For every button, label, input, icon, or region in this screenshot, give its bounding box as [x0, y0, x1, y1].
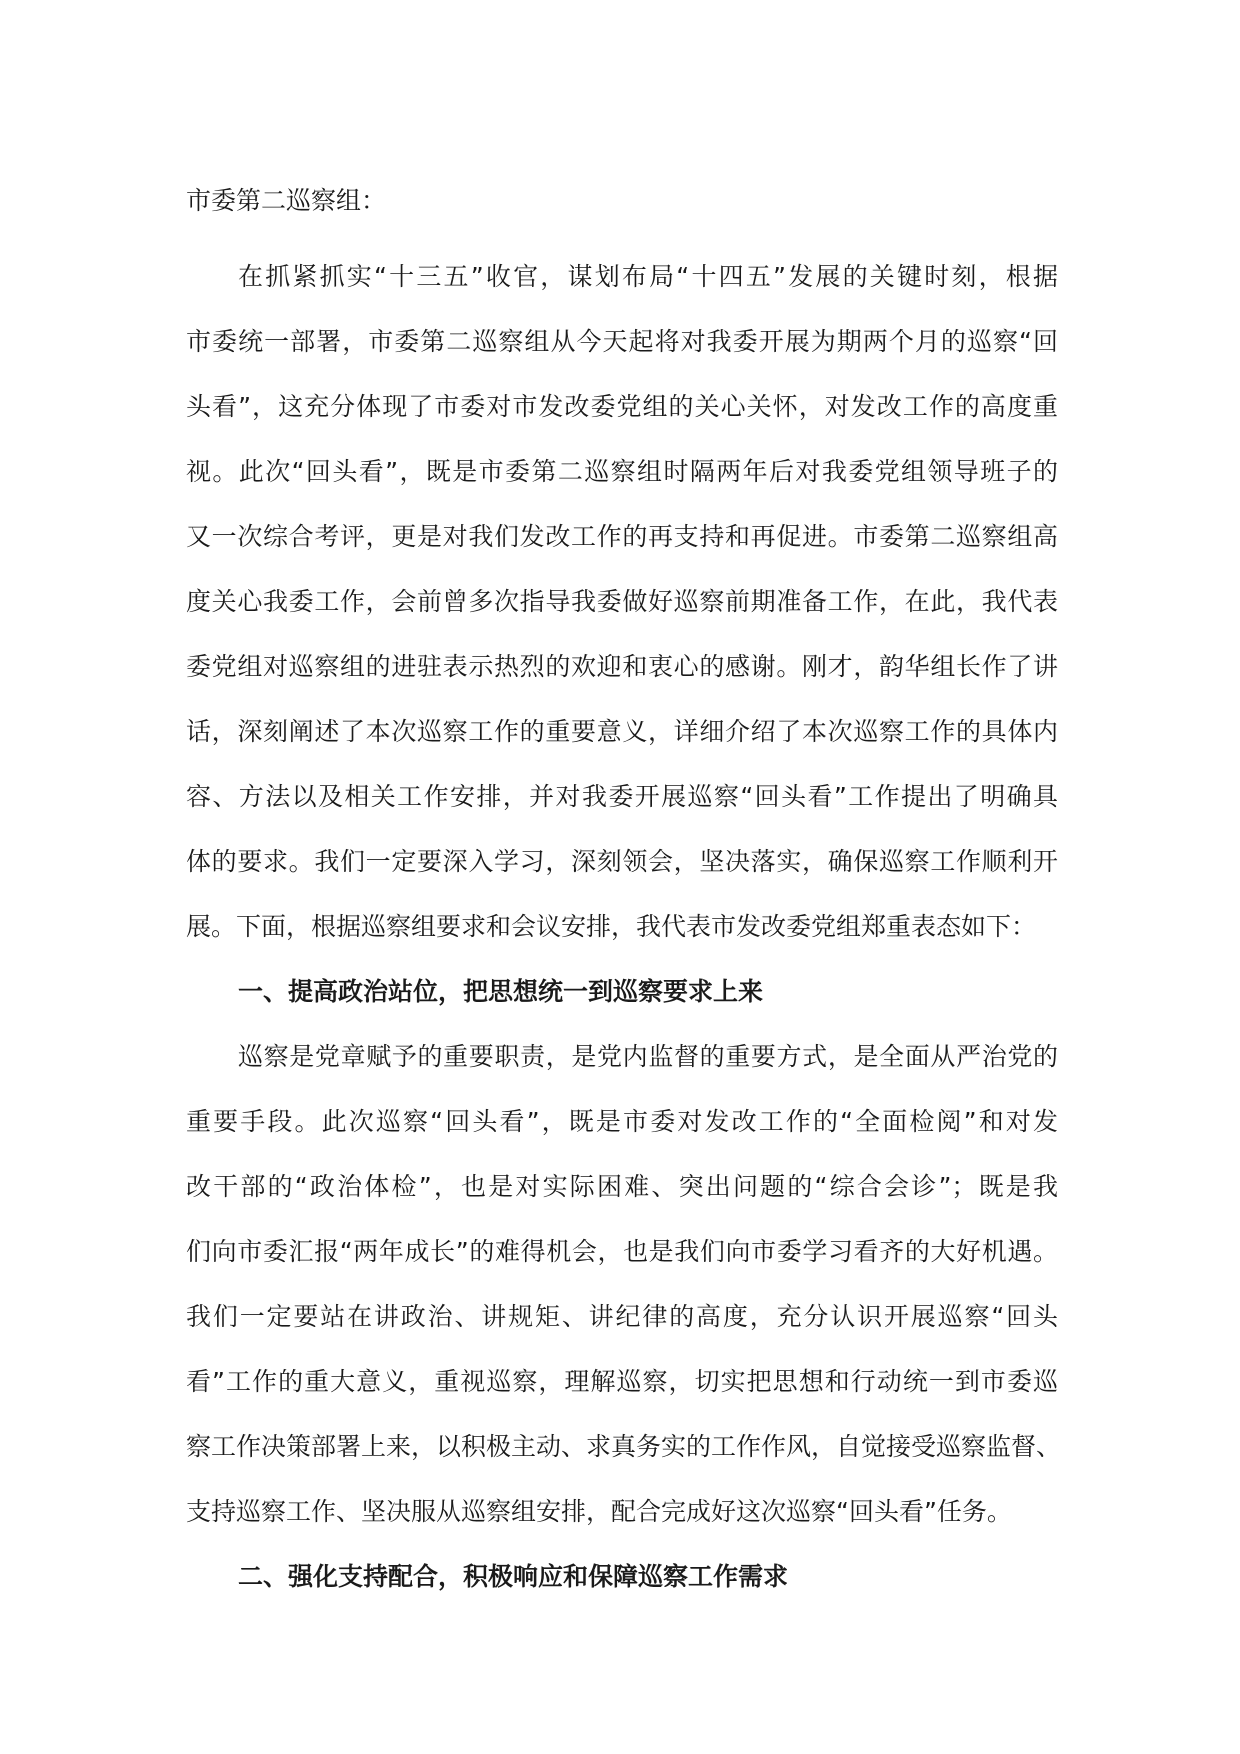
- paragraph-line: 巡察是党章赋予的重要职责，是党内监督的重要方式，是全面从严治党的: [238, 1042, 1058, 1071]
- paragraph-line: 容、方法以及相关工作安排，并对我委开展巡察“回头看”工作提出了明确具: [186, 782, 1058, 811]
- paragraph-line: 市委统一部署，市委第二巡察组从今天起将对我委开展为期两个月的巡察“回: [186, 327, 1058, 356]
- paragraph-line: 委党组对巡察组的进驻表示热烈的欢迎和衷心的感谢。刚才，韵华组长作了讲: [186, 652, 1058, 681]
- paragraph-line: 在抓紧抓实“十三五”收官，谋划布局“十四五”发展的关键时刻，根据: [238, 262, 1058, 291]
- paragraph-line: 支持巡察工作、坚决服从巡察组安排，配合完成好这次巡察“回头看”任务。: [186, 1497, 1012, 1526]
- paragraph-line: 话，深刻阐述了本次巡察工作的重要意义，详细介绍了本次巡察工作的具体内: [186, 717, 1058, 746]
- paragraph-line: 看”工作的重大意义，重视巡察，理解巡察，切实把思想和行动统一到市委巡: [186, 1367, 1058, 1396]
- paragraph-line: 察工作决策部署上来，以积极主动、求真务实的工作作风，自觉接受巡察监督、: [186, 1432, 1062, 1461]
- salutation: 市委第二巡察组：: [186, 186, 387, 215]
- paragraph-line: 我们一定要站在讲政治、讲规矩、讲纪律的高度，充分认识开展巡察“回头: [186, 1302, 1058, 1331]
- paragraph-line: 们向市委汇报“两年成长”的难得机会，也是我们向市委学习看齐的大好机遇。: [186, 1237, 1058, 1266]
- section-heading-2: 二、强化支持配合，积极响应和保障巡察工作需求: [238, 1562, 789, 1591]
- paragraph-line: 又一次综合考评，更是对我们发改工作的再支持和再促进。市委第二巡察组高: [186, 522, 1058, 551]
- paragraph-line: 视。此次“回头看”，既是市委第二巡察组时隔两年后对我委党组领导班子的: [186, 457, 1058, 486]
- paragraph-line: 度关心我委工作，会前曾多次指导我委做好巡察前期准备工作，在此，我代表: [186, 587, 1058, 616]
- paragraph-line: 体的要求。我们一定要深入学习，深刻领会，坚决落实，确保巡察工作顺利开: [186, 847, 1058, 876]
- spacer: [186, 233, 1058, 244]
- paragraph-intro: [186, 244, 1058, 959]
- document-body: [186, 168, 1062, 1609]
- paragraph-line: 改干部的“政治体检”，也是对实际困难、突出问题的“综合会诊”；既是我: [186, 1172, 1058, 1201]
- paragraph-line: 展。下面，根据巡察组要求和会议安排，我代表市发改委党组郑重表态如下：: [186, 912, 1037, 941]
- section-heading-1: 一、提高政治站位，把思想统一到巡察要求上来: [238, 977, 764, 1006]
- paragraph-line: 重要手段。此次巡察“回头看”，既是市委对发改工作的“全面检阅”和对发: [186, 1107, 1058, 1136]
- paragraph-line: 头看”，这充分体现了市委对市发改委党组的关心关怀，对发改工作的高度重: [186, 392, 1058, 421]
- paragraph-section-1: [186, 1024, 1062, 1544]
